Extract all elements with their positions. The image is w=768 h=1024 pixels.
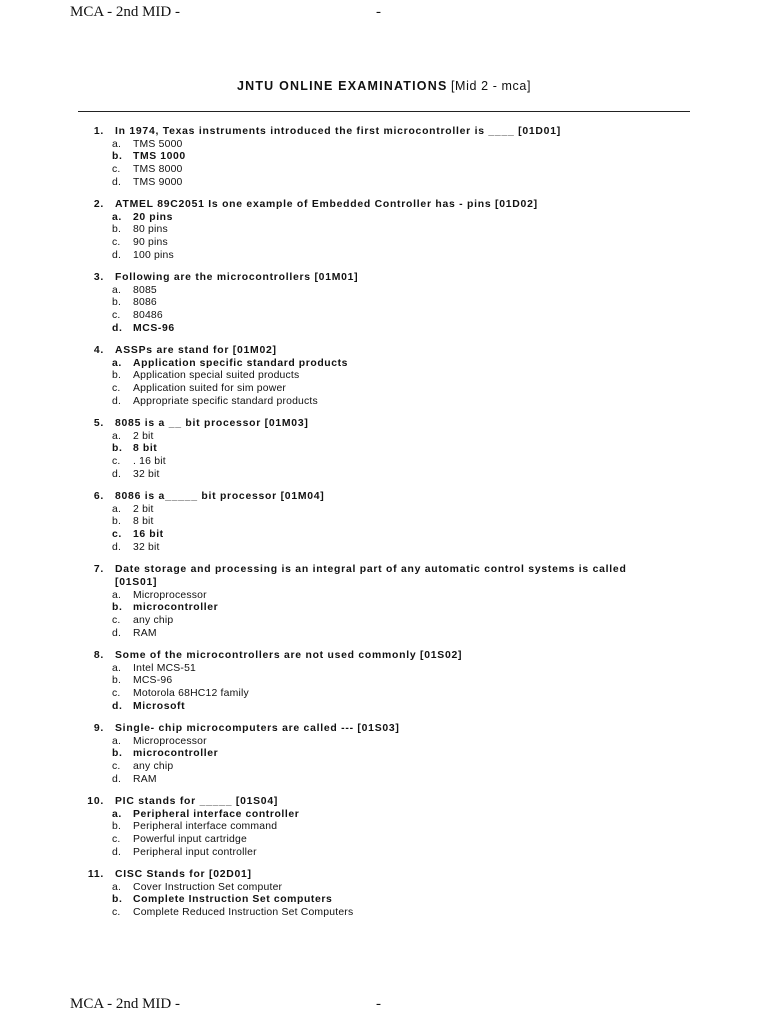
question-item xyxy=(0,199,768,263)
question-row xyxy=(0,869,645,882)
question-number: 5. xyxy=(93,418,104,430)
option-letter: d. xyxy=(112,627,122,639)
option-text: Application special suited products xyxy=(133,370,300,382)
option-letter: d. xyxy=(112,541,122,553)
question-text: Following are the microcontrollers [01M01] xyxy=(115,272,359,284)
option-letter: b. xyxy=(112,748,123,760)
question-text: PIC stands for _____ [01S04] xyxy=(115,795,279,807)
option-text: microcontroller xyxy=(133,748,219,760)
option-letter: a. xyxy=(112,589,122,601)
answer-option-correct xyxy=(0,323,768,336)
exam-title-subtitle: [Mid 2 - mca] xyxy=(450,79,532,93)
question-row xyxy=(0,126,645,139)
answer-option xyxy=(0,164,768,177)
answer-option xyxy=(0,396,768,409)
answer-option xyxy=(0,675,768,688)
option-text: Complete Instruction Set computers xyxy=(133,894,333,906)
option-text: Microsoft xyxy=(133,700,186,712)
question-text: CISC Stands for [02D01] xyxy=(115,868,252,880)
answer-option xyxy=(0,469,768,482)
option-text: Motorola 68HC12 family xyxy=(133,687,249,699)
answer-option-correct xyxy=(0,529,768,542)
answer-option xyxy=(0,516,768,529)
option-text: 80 pins xyxy=(133,224,168,236)
option-letter: d. xyxy=(112,468,122,480)
option-text: . 16 bit xyxy=(133,456,166,468)
option-letter: a. xyxy=(112,735,122,747)
option-letter: b. xyxy=(112,675,122,687)
answer-option xyxy=(0,615,768,628)
question-number: 9. xyxy=(93,722,104,734)
answer-option xyxy=(0,847,768,860)
option-text: Microprocessor xyxy=(133,735,207,747)
option-text: Application suited for sim power xyxy=(133,383,287,395)
option-text: 8086 xyxy=(133,297,157,309)
question-item xyxy=(0,126,768,190)
question-item xyxy=(0,564,768,640)
answer-option-correct xyxy=(0,701,768,714)
answer-option xyxy=(0,456,768,469)
option-text: RAM xyxy=(133,627,157,639)
answer-option xyxy=(0,177,768,190)
option-letter: a. xyxy=(112,881,122,893)
option-text: Intel MCS-51 xyxy=(133,662,197,674)
option-text: microcontroller xyxy=(133,602,219,614)
option-text: 100 pins xyxy=(133,249,174,261)
option-text: MCS-96 xyxy=(133,322,175,334)
option-letter: b. xyxy=(112,297,122,309)
option-letter: d. xyxy=(112,176,122,188)
question-item xyxy=(0,272,768,336)
answer-option-correct xyxy=(0,894,768,907)
question-number: 6. xyxy=(93,491,104,503)
question-number: 11. xyxy=(87,868,104,880)
question-text: 8085 is a __ bit processor [01M03] xyxy=(115,418,309,430)
question-number: 1. xyxy=(93,126,104,137)
option-letter: b. xyxy=(112,516,122,528)
question-item xyxy=(0,869,768,920)
question-row xyxy=(0,564,645,589)
answer-option-correct xyxy=(0,358,768,371)
option-text: 80486 xyxy=(133,310,163,322)
option-letter: d. xyxy=(112,249,122,261)
option-letter: c. xyxy=(112,906,121,918)
answer-option-correct xyxy=(0,443,768,456)
question-number: 8. xyxy=(93,649,104,661)
header-left-text: MCA - 2nd MID - xyxy=(70,4,181,20)
option-letter: a. xyxy=(112,430,122,442)
question-row xyxy=(0,796,645,809)
question-number: 10. xyxy=(87,795,104,807)
option-letter: c. xyxy=(112,383,121,395)
option-text: any chip xyxy=(133,760,174,772)
question-number: 7. xyxy=(93,564,104,576)
question-item xyxy=(0,491,768,555)
question-row xyxy=(0,650,645,663)
answer-option xyxy=(0,237,768,250)
option-letter: a. xyxy=(112,662,122,674)
option-text: Peripheral input controller xyxy=(133,846,257,858)
answer-option xyxy=(0,542,768,555)
option-letter: c. xyxy=(112,310,121,322)
answer-option-correct xyxy=(0,809,768,822)
exam-title xyxy=(0,79,768,93)
question-row xyxy=(0,723,645,736)
option-text: 90 pins xyxy=(133,237,168,249)
option-letter: b. xyxy=(112,443,123,455)
option-text: TMS 9000 xyxy=(133,176,183,188)
answer-option xyxy=(0,761,768,774)
answer-option xyxy=(0,139,768,152)
answer-option-correct xyxy=(0,151,768,164)
option-text: Peripheral interface controller xyxy=(133,808,300,820)
question-row xyxy=(0,491,645,504)
answer-option-correct xyxy=(0,212,768,225)
option-letter: a. xyxy=(112,808,122,820)
title-divider xyxy=(78,111,690,112)
option-text: Application specific standard products xyxy=(133,357,349,369)
answer-option xyxy=(0,297,768,310)
option-text: Peripheral interface command xyxy=(133,821,278,833)
question-row xyxy=(0,272,645,285)
option-letter: b. xyxy=(112,602,123,614)
answer-option xyxy=(0,310,768,323)
option-text: RAM xyxy=(133,773,157,785)
option-letter: c. xyxy=(112,456,121,468)
option-letter: b. xyxy=(112,821,122,833)
answer-option xyxy=(0,736,768,749)
option-letter: c. xyxy=(112,237,121,249)
option-text: 8 bit xyxy=(133,443,158,455)
option-letter: a. xyxy=(112,284,122,296)
answer-option xyxy=(0,224,768,237)
answer-option xyxy=(0,431,768,444)
option-text: Complete Reduced Instruction Set Computers xyxy=(133,906,354,918)
answer-option xyxy=(0,370,768,383)
option-text: 32 bit xyxy=(133,541,160,553)
question-item xyxy=(0,418,768,482)
answer-option xyxy=(0,834,768,847)
answer-option xyxy=(0,907,768,920)
question-text: ASSPs are stand for [01M02] xyxy=(115,345,277,357)
answer-option xyxy=(0,663,768,676)
question-number: 3. xyxy=(93,272,104,284)
option-text: 16 bit xyxy=(133,529,164,541)
option-letter: c. xyxy=(112,529,122,541)
option-text: 8 bit xyxy=(133,516,154,528)
question-item xyxy=(0,345,768,409)
exam-title-bold: JNTU ONLINE EXAMINATIONS xyxy=(236,79,448,93)
footer-left-text: MCA - 2nd MID - xyxy=(70,996,181,1012)
option-letter: c. xyxy=(112,760,121,772)
option-letter: c. xyxy=(112,833,121,845)
answer-option xyxy=(0,821,768,834)
option-letter: c. xyxy=(112,164,121,176)
option-text: 8085 xyxy=(133,284,157,296)
option-letter: a. xyxy=(112,357,122,369)
option-letter: a. xyxy=(112,211,122,223)
answer-option xyxy=(0,688,768,701)
question-item xyxy=(0,650,768,714)
answer-option xyxy=(0,504,768,517)
answer-option xyxy=(0,774,768,787)
option-letter: c. xyxy=(112,614,121,626)
option-text: any chip xyxy=(133,614,174,626)
option-text: TMS 1000 xyxy=(133,151,186,163)
header-right-text: - xyxy=(376,4,381,20)
option-letter: d. xyxy=(112,700,123,712)
option-letter: a. xyxy=(112,138,122,150)
question-row xyxy=(0,199,645,212)
answer-option-correct xyxy=(0,748,768,761)
option-text: TMS 8000 xyxy=(133,164,183,176)
question-text: Some of the microcontrollers are not used commonly [01S02] xyxy=(115,649,463,661)
option-text: Powerful input cartridge xyxy=(133,833,247,845)
question-text: 8086 is a_____ bit processor [01M04] xyxy=(115,491,325,503)
answer-option xyxy=(0,590,768,603)
option-letter: b. xyxy=(112,894,123,906)
option-text: MCS-96 xyxy=(133,675,173,687)
question-row xyxy=(0,345,645,358)
answer-option-correct xyxy=(0,602,768,615)
option-letter: b. xyxy=(112,151,123,163)
question-item xyxy=(0,796,768,860)
option-letter: d. xyxy=(112,322,123,334)
question-text: ATMEL 89C2051 Is one example of Embedded Controller has - pins [01D02] xyxy=(115,199,538,211)
answer-option xyxy=(0,383,768,396)
option-text: Appropriate specific standard products xyxy=(133,395,318,407)
option-letter: b. xyxy=(112,370,122,382)
option-text: Cover Instruction Set computer xyxy=(133,881,283,893)
question-text: Date storage and processing is an integral part of any automatic control systems is called [01S01] xyxy=(115,564,627,588)
question-list xyxy=(0,126,768,929)
answer-option xyxy=(0,250,768,263)
answer-option xyxy=(0,628,768,641)
footer-right-text: - xyxy=(376,996,381,1012)
option-letter: d. xyxy=(112,846,122,858)
question-text: Single- chip microcomputers are called --- [01S03] xyxy=(115,722,400,734)
option-letter: b. xyxy=(112,224,122,236)
answer-option xyxy=(0,882,768,895)
question-row xyxy=(0,418,645,431)
question-number: 2. xyxy=(93,199,104,211)
option-text: 32 bit xyxy=(133,468,160,480)
answer-option xyxy=(0,285,768,298)
option-text: TMS 5000 xyxy=(133,138,183,150)
question-item xyxy=(0,723,768,787)
option-text: 2 bit xyxy=(133,503,154,515)
option-letter: d. xyxy=(112,395,122,407)
question-text: In 1974, Texas instruments introduced the first microcontroller is ____ [01D01] xyxy=(115,126,561,137)
question-number: 4. xyxy=(93,345,104,357)
option-text: 2 bit xyxy=(133,430,154,442)
option-letter: d. xyxy=(112,773,122,785)
option-text: 20 pins xyxy=(133,211,174,223)
option-letter: a. xyxy=(112,503,122,515)
option-letter: c. xyxy=(112,687,121,699)
option-text: Microprocessor xyxy=(133,589,207,601)
